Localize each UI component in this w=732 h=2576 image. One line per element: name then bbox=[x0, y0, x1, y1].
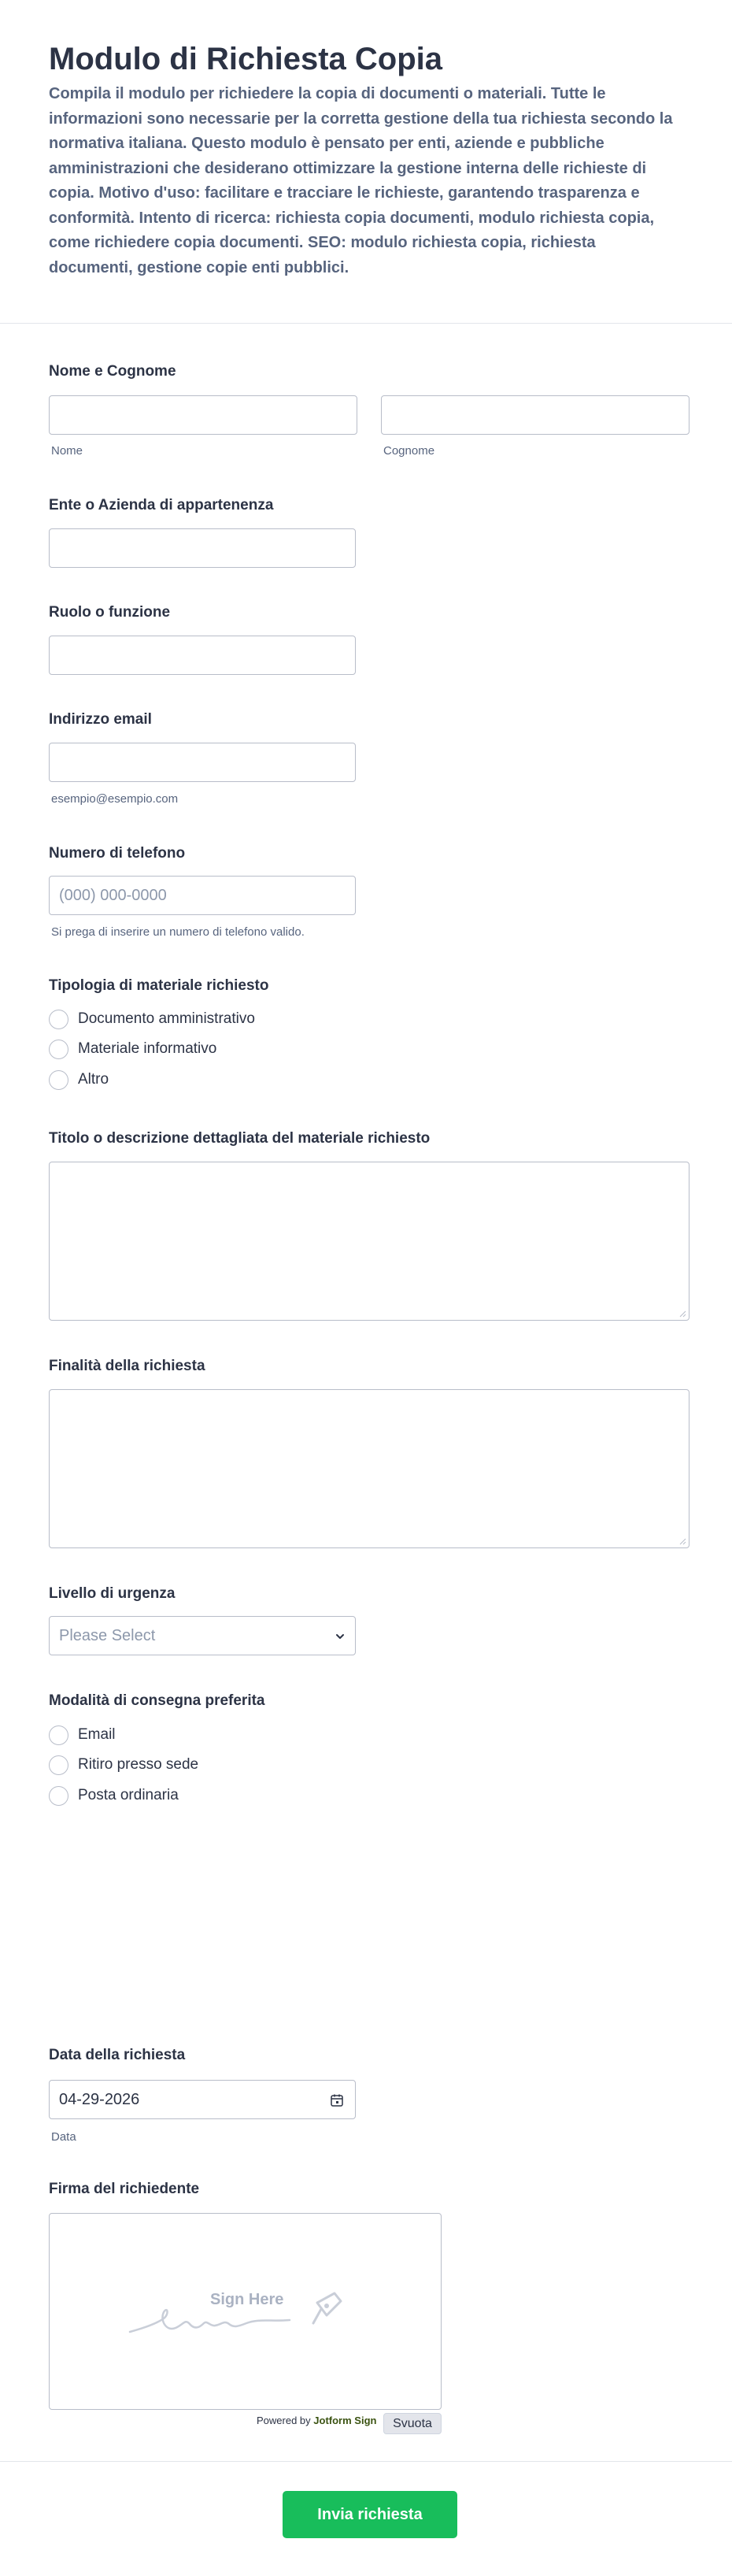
date-label: Data della richiesta bbox=[49, 2047, 186, 2063]
clear-signature-button[interactable]: Svuota bbox=[383, 2413, 442, 2434]
phone-input[interactable] bbox=[49, 876, 356, 915]
submit-button[interactable]: Invia richiesta bbox=[283, 2491, 457, 2538]
radio-label: Posta ordinaria bbox=[78, 1787, 179, 1803]
resize-handle-icon[interactable] bbox=[678, 1310, 686, 1318]
radio-label: Documento amministrativo bbox=[78, 1010, 255, 1027]
page-title: Modulo di Richiesta Copia bbox=[49, 42, 443, 76]
company-input[interactable] bbox=[49, 528, 356, 568]
material-type-label: Tipologia di materiale richiesto bbox=[49, 977, 269, 994]
company-label: Ente o Azienda di appartenenza bbox=[49, 497, 274, 513]
delivery-label: Modalità di consegna preferita bbox=[49, 1692, 265, 1709]
jotform-sign-brand: Jotform Sign bbox=[313, 2415, 377, 2426]
radio-label: Altro bbox=[78, 1071, 109, 1088]
form-description: Compila il modulo per richiedere la copia di documenti o materiali. Tutte le informazioni sono necessarie per la corretta gestione della tua richiesta secondo la normativa italiana. Questo modulo è pensato per enti, aziende e pubbliche amministrazioni che desiderano ottimizzare la gestione interna delle richieste di copia. Motivo d'uso: facilitare e tracciare le richieste, garantendo trasparenza e conformità. Intento di ricerca: richiesta copia documenti, modulo richiesta copia, come richiedere copia documenti. SEO: modulo richiesta copia, richiesta documenti, gestione copie enti pubblici. bbox=[49, 85, 673, 276]
radio-label: Email bbox=[78, 1726, 116, 1743]
radio-option[interactable] bbox=[49, 1753, 198, 1777]
role-input[interactable] bbox=[49, 636, 356, 675]
material-desc-textarea[interactable] bbox=[49, 1162, 689, 1321]
urgency-placeholder: Please Select bbox=[59, 1627, 156, 1644]
purpose-textarea[interactable] bbox=[49, 1389, 689, 1548]
chevron-down-icon bbox=[335, 1631, 346, 1642]
email-input[interactable] bbox=[49, 743, 356, 782]
date-input[interactable] bbox=[49, 2080, 356, 2119]
radio-option[interactable] bbox=[49, 1037, 216, 1061]
first-name-input[interactable] bbox=[49, 395, 357, 435]
first-name-sublabel: Nome bbox=[51, 444, 83, 458]
calendar-icon[interactable] bbox=[330, 2093, 344, 2107]
radio-option[interactable] bbox=[49, 1723, 116, 1747]
signature-label: Firma del richiedente bbox=[49, 2181, 200, 2197]
form-footer bbox=[0, 2461, 732, 2576]
radio-label: Materiale informativo bbox=[78, 1040, 217, 1057]
email-label: Indirizzo email bbox=[49, 711, 152, 728]
resize-handle-icon[interactable] bbox=[678, 1537, 686, 1545]
purpose-label: Finalità della richiesta bbox=[49, 1358, 205, 1374]
radio-option[interactable] bbox=[49, 1784, 179, 1807]
last-name-input[interactable] bbox=[381, 395, 689, 435]
radio-button[interactable] bbox=[49, 1755, 68, 1775]
urgency-label: Livello di urgenza bbox=[49, 1585, 176, 1602]
powered-by-text: Powered by Jotform Sign bbox=[257, 2415, 377, 2426]
form-header bbox=[0, 0, 732, 324]
radio-button[interactable] bbox=[49, 1010, 68, 1029]
radio-option[interactable] bbox=[49, 1068, 109, 1092]
phone-sublabel: Si prega di inserire un numero di telefono valido. bbox=[51, 925, 305, 939]
radio-button[interactable] bbox=[49, 1786, 68, 1806]
signature-pad[interactable] bbox=[49, 2213, 442, 2410]
date-sublabel: Data bbox=[51, 2130, 76, 2144]
last-name-sublabel: Cognome bbox=[383, 444, 435, 458]
radio-option[interactable] bbox=[49, 1007, 255, 1031]
date-value: 04-29-2026 bbox=[59, 2091, 140, 2108]
radio-button[interactable] bbox=[49, 1725, 68, 1745]
email-sublabel: esempio@esempio.com bbox=[51, 792, 179, 806]
phone-placeholder: (000) 000-0000 bbox=[59, 887, 167, 904]
signature-scribble-icon bbox=[128, 2289, 364, 2344]
sign-here-text: Sign Here bbox=[210, 2291, 284, 2308]
radio-button[interactable] bbox=[49, 1040, 68, 1059]
radio-label: Ritiro presso sede bbox=[78, 1756, 199, 1773]
urgency-select[interactable] bbox=[49, 1616, 356, 1655]
material-desc-label: Titolo o descrizione dettagliata del materiale richiesto bbox=[49, 1130, 431, 1147]
role-label: Ruolo o funzione bbox=[49, 604, 171, 621]
name-label: Nome e Cognome bbox=[49, 363, 176, 380]
radio-button[interactable] bbox=[49, 1070, 68, 1090]
phone-label: Numero di telefono bbox=[49, 845, 186, 862]
